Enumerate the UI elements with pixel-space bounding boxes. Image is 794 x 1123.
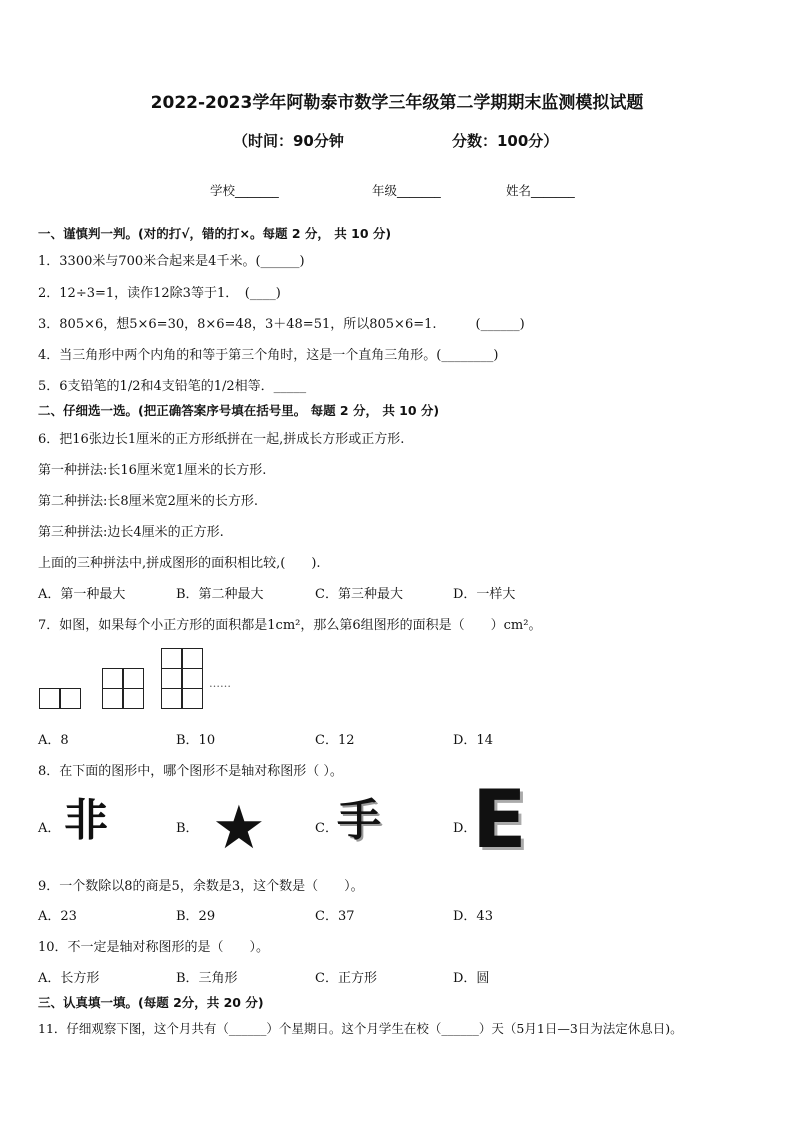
unit-square [102, 668, 124, 689]
q9-option-a[interactable]: A．23 [38, 909, 77, 924]
question-3: 3．805×6，想5×6=30，8×6=48，3＋48=51，所以805×6=1. (______) [38, 317, 525, 332]
q7-option-b[interactable]: B．10 [176, 733, 216, 748]
figure-group-2 [102, 668, 144, 709]
question-6: 6．把16张边长1厘米的正方形纸拼在一起,拼成长方形或正方形. [38, 432, 405, 447]
question-6-line: 第三种拼法:边长4厘米的正方形. [38, 525, 224, 540]
unit-square [161, 688, 183, 709]
unit-square [122, 668, 144, 689]
section-3-heading: 三、认真填一填。(每题 2分，共 20 分) [38, 995, 264, 1010]
unit-square [181, 648, 203, 669]
question-1: 1．3300米与700米合起来是4千米。(______) [38, 254, 305, 269]
exam-score: 分数：100分） [452, 132, 559, 150]
unit-square [102, 688, 124, 709]
name-field[interactable]: 姓名_______ [506, 183, 575, 198]
q8-option-c[interactable]: C． [315, 821, 338, 836]
star-icon: ★ [212, 793, 266, 863]
unit-square [161, 668, 183, 689]
figure-group-1 [39, 688, 81, 709]
q9-option-c[interactable]: C．37 [315, 909, 355, 924]
q9-option-d[interactable]: D．43 [453, 909, 493, 924]
q6-option-b[interactable]: B．第二种最大 [176, 587, 264, 602]
section-1-heading: 一、谨慎判一判。(对的打√，错的打×。每题 2 分， 共 10 分) [38, 226, 392, 241]
unit-square [181, 668, 203, 689]
question-2: 2．12÷3=1，读作12除3等于1． (____) [38, 286, 281, 301]
unit-square [161, 648, 183, 669]
q8-option-b[interactable]: B． [176, 821, 199, 836]
question-11: 11．仔细观察下图，这个月共有（______）个星期日。这个月学生在校（______）天（5月1日—3日为法定休息日)。 [38, 1021, 683, 1036]
exam-time: （时间：90分钟 [233, 132, 344, 150]
section-2-heading: 二、仔细选一选。(把正确答案序号填在括号里。 每题 2 分， 共 10 分) [38, 403, 440, 418]
unit-square [39, 688, 61, 709]
question-7: 7．如图，如果每个小正方形的面积都是1cm²，那么第6组图形的面积是（ ）cm²。 [38, 618, 542, 633]
question-6-line: 第一种拼法:长16厘米宽1厘米的长方形. [38, 463, 267, 478]
question-5: 5．6支铅笔的1/2和4支铅笔的1/2相等．_____ [38, 379, 307, 394]
grade-field[interactable]: 年级_______ [372, 183, 441, 198]
q7-option-d[interactable]: D．14 [453, 733, 493, 748]
question-9: 9．一个数除以8的商是5，余数是3，这个数是（ ）。 [38, 879, 364, 894]
q9-option-b[interactable]: B．29 [176, 909, 216, 924]
q10-option-c[interactable]: C．正方形 [315, 971, 377, 986]
unit-square [59, 688, 81, 709]
q6-option-d[interactable]: D．一样大 [453, 587, 516, 602]
question-4: 4．当三角形中两个内角的和等于第三个角时，这是一个直角三角形。(________) [38, 348, 499, 363]
q8-option-a[interactable]: A． [38, 821, 61, 836]
unit-square [181, 688, 203, 709]
figure-group-3 [161, 648, 203, 709]
question-6-line: 第二种拼法:长8厘米宽2厘米的长方形. [38, 494, 259, 509]
q10-option-b[interactable]: B．三角形 [176, 971, 238, 986]
question-8: 8．在下面的图形中，哪个图形不是轴对称图形（ ）。 [38, 764, 343, 779]
q6-option-c[interactable]: C．第三种最大 [315, 587, 403, 602]
letter-e-figure: E [472, 773, 527, 866]
q10-option-a[interactable]: A．长方形 [38, 971, 100, 986]
ellipsis: …… [209, 677, 231, 690]
question-10: 10．不一定是轴对称图形的是（ ）。 [38, 940, 270, 955]
question-6-line: 上面的三种拼法中,拼成图形的面积相比较,( ). [38, 556, 321, 571]
q8-option-d[interactable]: D． [453, 821, 477, 836]
unit-square [122, 688, 144, 709]
q7-option-a[interactable]: A．8 [38, 733, 69, 748]
q10-option-d[interactable]: D．圆 [453, 971, 490, 986]
q6-option-a[interactable]: A．第一种最大 [38, 587, 126, 602]
school-field[interactable]: 学校_______ [210, 183, 279, 198]
shou-character-figure: 手 [337, 795, 381, 846]
q7-option-c[interactable]: C．12 [315, 733, 355, 748]
page-title: 2022-2023学年阿勒泰市数学三年级第二学期期末监测模拟试题 [150, 93, 644, 113]
fei-character-figure: 非 [64, 795, 108, 846]
